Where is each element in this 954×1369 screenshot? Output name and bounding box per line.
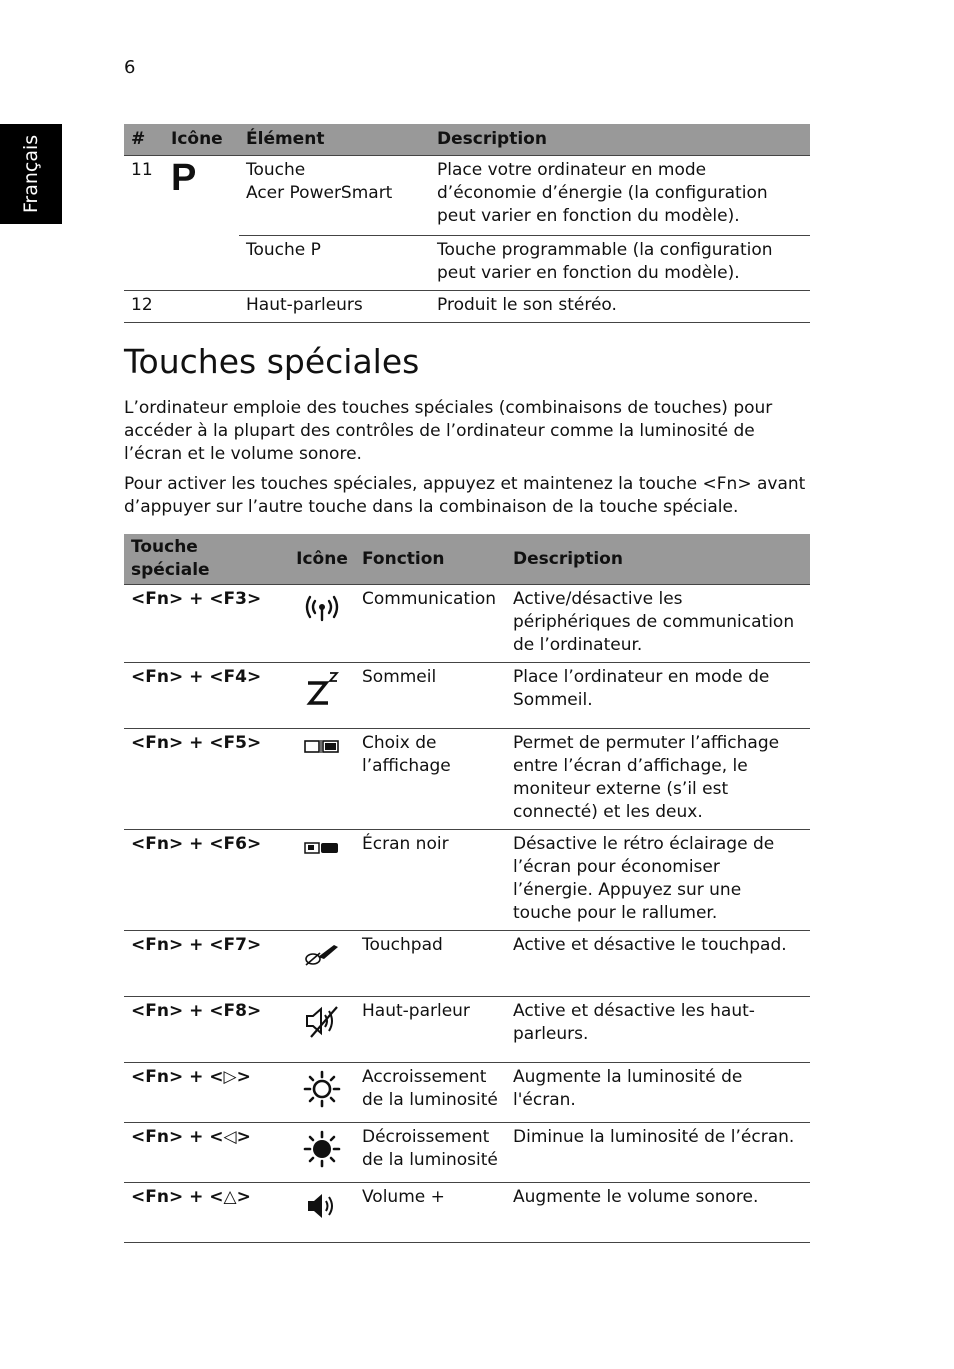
volume-up-icon [289,1183,355,1243]
row-element: Haut-parleurs [239,291,430,323]
header-num: # [124,124,164,156]
parts-table-header [124,124,810,156]
brightness-up-icon [289,1063,355,1123]
hotkey: <Fn> + <▷> [124,1063,289,1123]
hotkey-description: Diminue la luminosité de l’écran. [506,1123,810,1183]
table-row [124,1123,810,1183]
hotkey-description: Désactive le rétro éclairage de l’écran pour économiser l’énergie. Appuyez sur une touche pour le rallumer. [506,830,810,931]
table-row [124,1183,810,1243]
touchpad-icon [289,931,355,997]
page-number: 6 [124,57,136,78]
hotkey-function: Accroissement de la luminosité [355,1063,506,1123]
wireless-icon [289,585,355,663]
hotkey-function: Haut-parleur [355,997,506,1063]
sleep-icon [289,663,355,729]
screen-blank-icon [289,830,355,931]
hotkey-description: Permet de permuter l’affichage entre l’écran d’affichage, le moniteur externe (s’il est connecté) et les deux. [506,729,810,830]
instruction-paragraph: Pour activer les touches spéciales, appuyez et maintenez la touche <Fn> avant d’appuyer sur l’autre touche dans la combinaison de la touche spéciale. [124,474,806,517]
hotkey-function: Sommeil [355,663,506,729]
display-switch-icon [289,729,355,830]
brightness-down-icon [289,1123,355,1183]
row-number: 12 [124,291,164,323]
hotkey-function: Volume + [355,1183,506,1243]
table-row [124,663,810,729]
header-description: Description [506,534,810,585]
hotkey-function: Communication [355,585,506,663]
header-function: Fonction [355,534,506,585]
powersmart-p-icon [164,156,239,291]
hotkey-function: Écran noir [355,830,506,931]
row-element: Touche P [239,236,430,291]
hotkey: <Fn> + <F3> [124,585,289,663]
table-row [124,997,810,1063]
hotkey: <Fn> + <F4> [124,663,289,729]
hotkey-function: Décroissement de la luminosité [355,1123,506,1183]
header-icon: Icône [164,124,239,156]
hotkeys-table-header [124,534,810,585]
language-tab-label: Français [20,134,42,214]
hotkey: <Fn> + <△> [124,1183,289,1243]
row-description: Produit le son stéréo. [430,291,810,323]
speaker-mute-icon [289,997,355,1063]
table-row [124,291,810,323]
table-row [124,830,810,931]
hotkey: <Fn> + <F7> [124,931,289,997]
row-icon-empty [164,291,239,323]
header-description: Description [430,124,810,156]
hotkey-description: Augmente le volume sonore. [506,1183,810,1243]
header-key: Touche spéciale [124,534,289,585]
parts-table [124,124,810,323]
row-description: Place votre ordinateur en mode d’économie d’énergie (la configuration peut varier en fonction du modèle). [430,156,810,236]
hotkey-description: Augmente la luminosité de l'écran. [506,1063,810,1123]
table-row [124,931,810,997]
p-glyph: P [171,157,197,199]
hotkey: <Fn> + <F5> [124,729,289,830]
language-tab [0,124,62,224]
row-element: Touche Acer PowerSmart [239,156,430,236]
hotkey: <Fn> + <F8> [124,997,289,1063]
hotkeys-table [124,534,810,1243]
table-row [124,585,810,663]
row-description: Touche programmable (la configuration peut varier en fonction du modèle). [430,236,810,291]
table-row [124,156,810,236]
intro-paragraph: L’ordinateur emploie des touches spéciales (combinaisons de touches) pour accéder à la plupart des contrôles de l’ordinateur comme la luminosité de l’écran et le volume sonore. [124,398,773,464]
hotkey-description: Place l’ordinateur en mode de Sommeil. [506,663,810,729]
hotkey-description: Active et désactive le touchpad. [506,931,810,997]
header-icon: Icône [289,534,355,585]
hotkey-description: Active et désactive les haut-parleurs. [506,997,810,1063]
table-row [124,1063,810,1123]
section-title: Touches spéciales [124,342,420,381]
hotkey-function: Touchpad [355,931,506,997]
hotkey-description: Active/désactive les périphériques de communication de l’ordinateur. [506,585,810,663]
hotkey: <Fn> + <F6> [124,830,289,931]
row-number: 11 [124,156,164,291]
header-element: Élément [239,124,430,156]
hotkey: <Fn> + <◁> [124,1123,289,1183]
table-row [124,729,810,830]
hotkey-function: Choix de l’affichage [355,729,506,830]
